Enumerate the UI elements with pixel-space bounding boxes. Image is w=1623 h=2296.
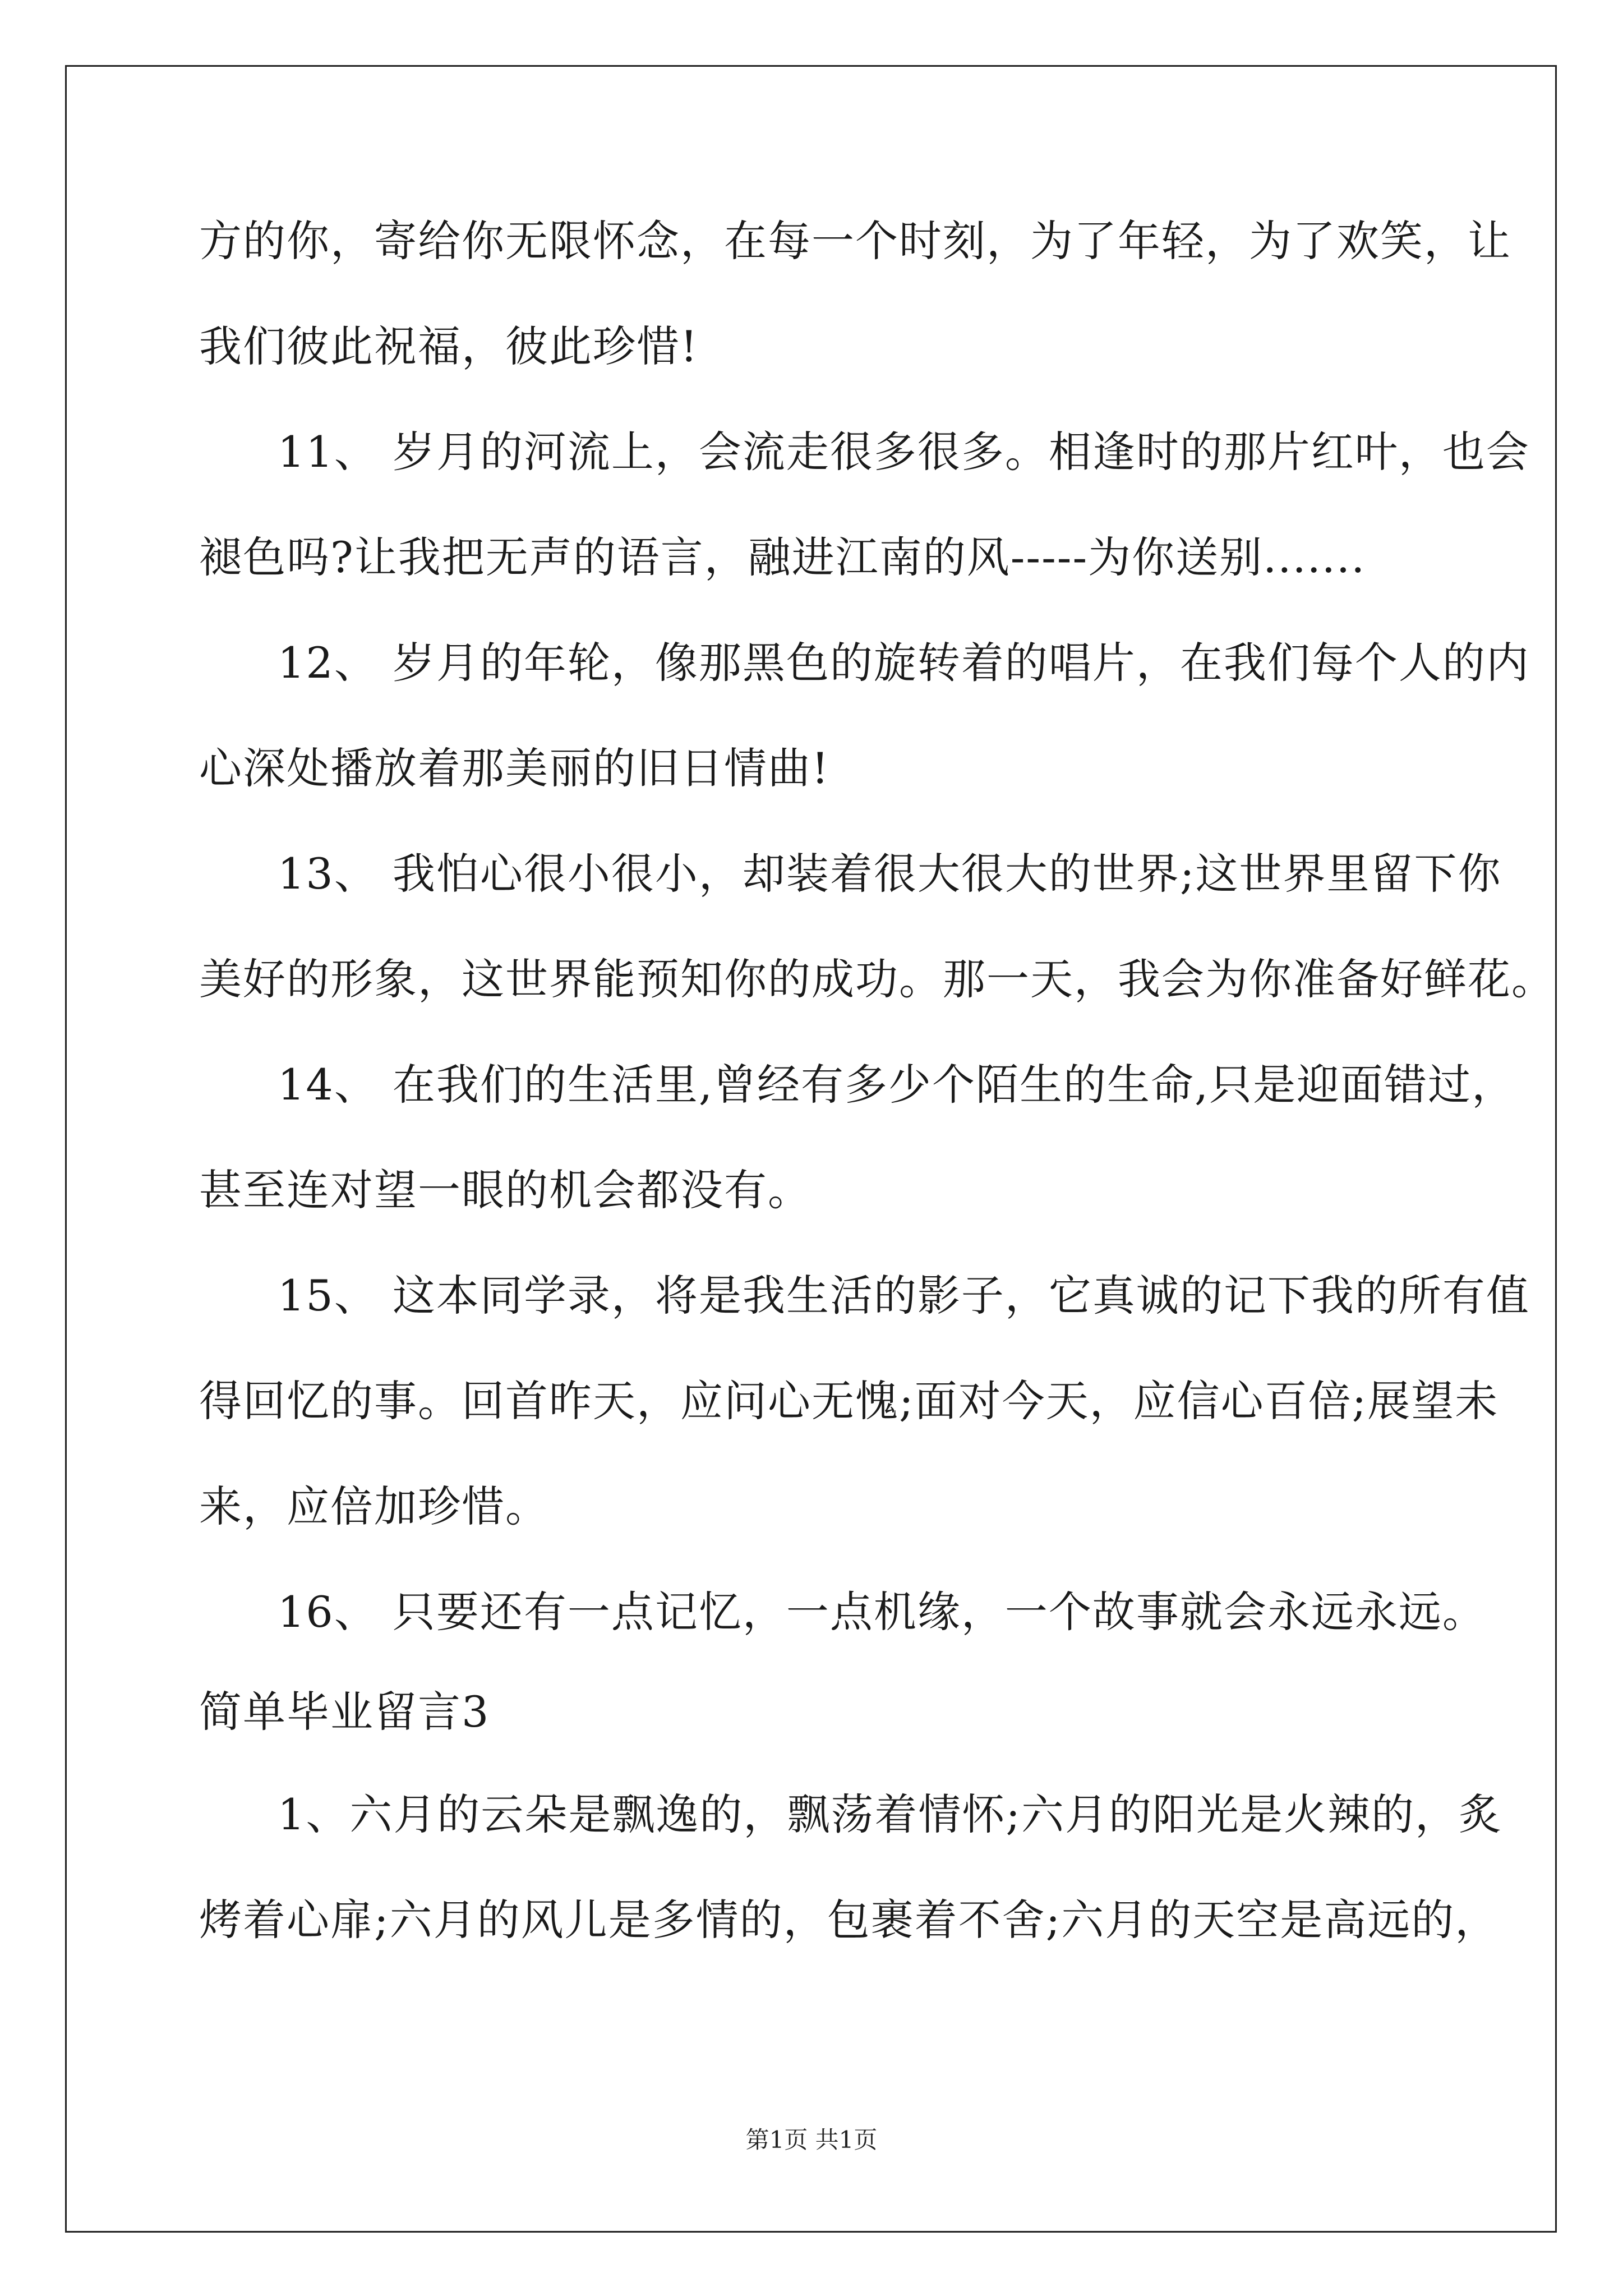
text-line: 甚至连对望一眼的机会都没有。 xyxy=(199,1165,811,1215)
paragraph-16-line: 16、 只要还有一点记忆，一点机缘，一个故事就会永远永远。 xyxy=(278,1587,1486,1637)
paragraph-13-line: 13、 我怕心很小很小，却装着很大很大的世界;这世界里留下你 xyxy=(278,849,1502,899)
paragraph-14-line: 14、 在我们的生活里,曾经有多少个陌生的生命,只是迎面错过， xyxy=(278,1060,1516,1110)
section-heading: 简单毕业留言3 xyxy=(199,1687,490,1737)
text-line: 烤着心扉;六月的风儿是多情的，包裹着不舍;六月的天空是高远的， xyxy=(199,1895,1499,1945)
text-line: 美好的形象，这世界能预知你的成功。那一天，我会为你准备好鲜花。 xyxy=(199,954,1555,1004)
text-line: 褪色吗?让我把无声的语言，融进江南的风-----为你送别....... xyxy=(199,532,1366,582)
text-line: 来，应倍加珍惜。 xyxy=(199,1481,549,1531)
paragraph-12-line: 12、 岁月的年轮，像那黑色的旋转着的唱片，在我们每个人的内 xyxy=(278,638,1530,688)
text-line: 得回忆的事。回首昨天，应问心无愧;面对今天，应信心百倍;展望未 xyxy=(199,1376,1499,1426)
paragraph-15-line: 15、 这本同学录，将是我生活的影子，它真诚的记下我的所有值 xyxy=(278,1271,1530,1320)
page-footer: 第1页 共1页 xyxy=(745,2126,878,2154)
paragraph-11-line: 11、 岁月的河流上，会流走很多很多。相逢时的那片红叶，也会 xyxy=(278,427,1530,477)
paragraph-1-line: 1、六月的云朵是飘逸的，飘荡着情怀;六月的阳光是火辣的，炙 xyxy=(278,1789,1502,1839)
text-line: 心深处播放着那美丽的旧日情曲! xyxy=(199,743,830,793)
text-line: 方的你，寄给你无限怀念，在每一个时刻，为了年轻，为了欢笑，让 xyxy=(199,216,1511,266)
text-line: 我们彼此祝福，彼此珍惜! xyxy=(199,321,699,371)
